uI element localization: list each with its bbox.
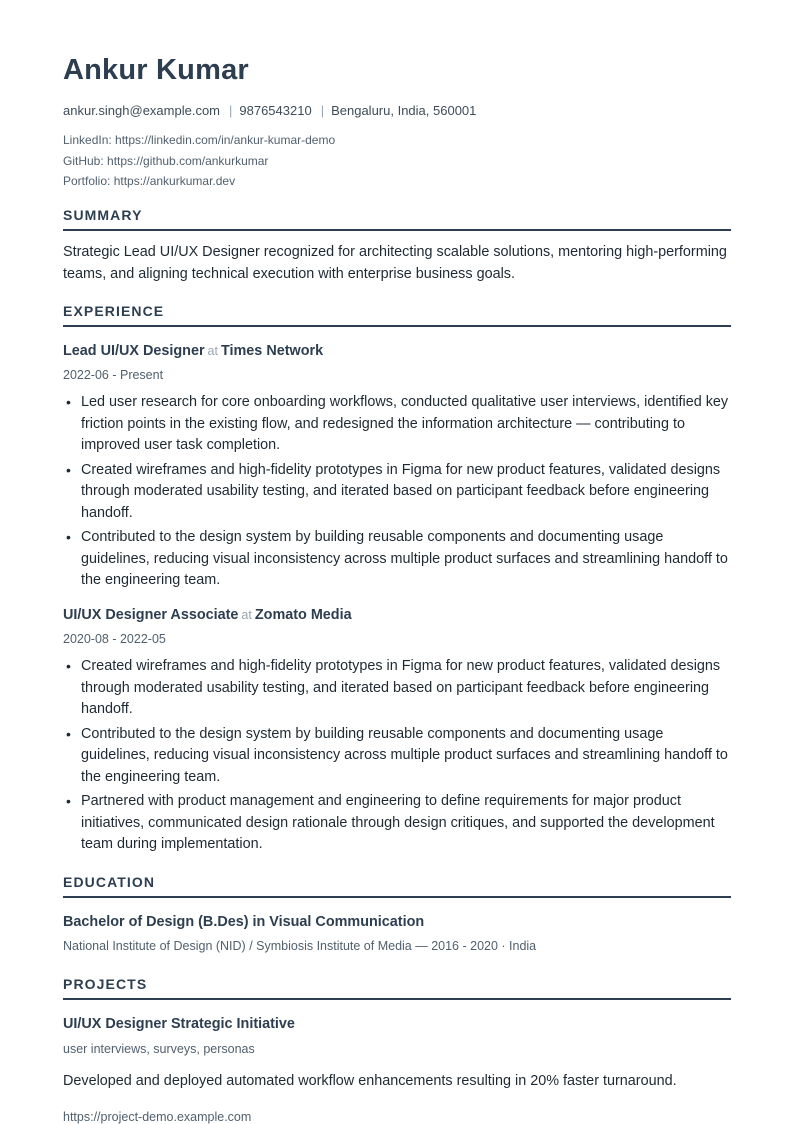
project-description: Developed and deployed automated workflow enhancements resulting in 20% faster turnaround. [63, 1073, 677, 1089]
bullet-text: Created wireframes and high-fidelity prototypes in Figma for new product features, validated designs through moderated usability testing, and iterated based on participant feedback before engineering handoff. [81, 461, 721, 521]
bullet-item [63, 527, 731, 592]
job-role: Lead UI/UX Designer [63, 343, 205, 359]
portfolio-link[interactable]: Portfolio: https://ankurkumar.dev [63, 174, 236, 188]
phone-number: 9876543210 [239, 103, 312, 118]
github-link[interactable]: GitHub: https://github.com/ankurkumar [63, 153, 269, 168]
bullet-text: Contributed to the design system by building reusable components and documenting usage guidelines, reducing visual inconsistency across multiple product surfaces and streamlining handoff to the engineering team. [81, 529, 728, 588]
experience-heading: EXPERIENCE [63, 303, 731, 327]
summary-text: Strategic Lead UI/UX Designer recognized for architecting scalable solutions, mentoring high-performing teams, and aligning technical execution with enterprise business goals. [63, 244, 727, 282]
project-link[interactable]: https://project-demo.example.com [63, 1110, 252, 1124]
bullet-icon: • [66, 394, 71, 410]
bullet-item [63, 392, 731, 457]
job-dates: 2020-08 - 2022-05 [63, 632, 166, 646]
education-degree: Bachelor of Design (B.Des) in Visual Communication [63, 914, 425, 930]
separator: | [229, 103, 233, 118]
job-dates: 2022-06 - Present [63, 368, 164, 382]
job-company: Times Network [220, 343, 324, 359]
email-link[interactable]: ankur.singh@example.com [63, 103, 220, 118]
project-title: UI/UX Designer Strategic Initiative [63, 1016, 295, 1032]
bullet-text: Led user research for core onboarding workflows, conducted qualitative user interviews, identified key friction points in the existing flow, and redesigned the information architecture — contributing to improved user task completion. [81, 394, 729, 453]
bullet-item [63, 724, 731, 789]
bullet-text: Contributed to the design system by building reusable components and documenting usage guidelines, reducing visual inconsistency across multiple product surfaces and streamlining handoff to the engineering team. [81, 725, 728, 785]
project-tags: user interviews, surveys, personas [63, 1042, 255, 1056]
bullet-icon: • [66, 725, 71, 742]
bullet-item [63, 460, 731, 525]
bullet-text: Created wireframes and high-fidelity prototypes in Figma for new product features, validated designs through moderated usability testing, and iterated based on participant feedback before engineering handoff. [81, 658, 721, 717]
bullet-text: Partnered with product management and engineering to define requirements for major product initiatives, communicated design rationale through design critiques, and supported the development team during implementation. [81, 793, 715, 852]
at-label: at [241, 608, 252, 622]
at-label: at [207, 344, 218, 358]
separator: | [320, 103, 325, 118]
job-title-line [63, 343, 323, 359]
job-company: Zomato Media [254, 607, 352, 623]
education-meta: National Institute of Design (NID) / Symbiosis Institute of Media — 2016 - 2020 · India [63, 939, 537, 953]
job-bullets [63, 392, 731, 595]
bullet-item [63, 656, 731, 721]
projects-heading: PROJECTS [63, 976, 731, 1000]
summary-heading: SUMMARY [63, 207, 731, 231]
contact-line [63, 103, 476, 118]
job-title-line [63, 607, 352, 623]
linkedin-link[interactable]: LinkedIn: https://linkedin.com/in/ankur-kumar-demo [63, 133, 336, 147]
profile-links [63, 130, 335, 192]
bullet-icon: • [66, 658, 71, 674]
bullet-icon: • [66, 461, 71, 478]
job-role: UI/UX Designer Associate [63, 607, 239, 623]
education-heading: EDUCATION [63, 874, 731, 898]
bullet-item [63, 791, 731, 856]
candidate-name: Ankur Kumar [63, 54, 249, 86]
bullet-icon: • [66, 529, 71, 545]
bullet-icon: • [66, 793, 71, 809]
location: Bengaluru, India, 560001 [331, 103, 477, 118]
job-bullets [63, 656, 731, 859]
